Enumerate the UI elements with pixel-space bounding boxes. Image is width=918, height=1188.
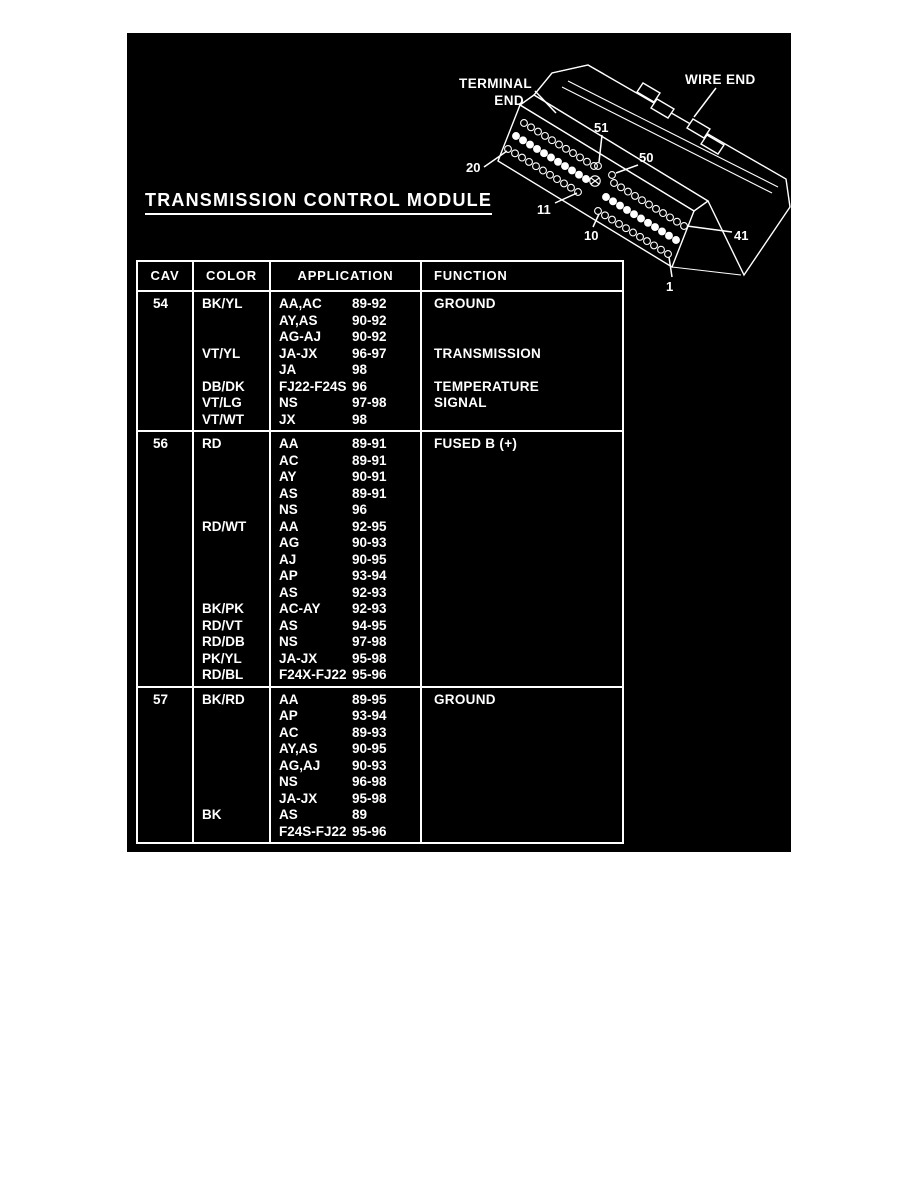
color-code: RD/DB	[202, 634, 245, 649]
application-years: 89-91	[352, 485, 387, 501]
application-line	[271, 436, 420, 453]
function-cell	[420, 688, 622, 843]
application-code: AA,AC	[279, 296, 322, 311]
application-line	[271, 601, 420, 618]
color-code: BK/RD	[202, 691, 245, 707]
application-code: AY,AS	[279, 741, 318, 756]
application-code: F24X-FJ22	[279, 667, 347, 682]
application-cell	[269, 292, 420, 430]
color-code: VT/YL	[202, 345, 241, 361]
cav-cell	[138, 432, 192, 686]
function-label	[422, 362, 622, 379]
application-code: F24S-FJ22	[279, 823, 347, 839]
application-line	[271, 725, 420, 742]
application-line	[271, 552, 420, 569]
function-label	[422, 329, 622, 346]
pin-callout-11: 11	[537, 202, 551, 217]
application-line	[271, 618, 420, 635]
table-row-cav-57	[138, 686, 622, 843]
application-line	[271, 568, 420, 585]
function-cell	[420, 292, 622, 430]
application-line	[271, 585, 420, 602]
application-line	[271, 395, 420, 412]
color-code	[194, 741, 269, 758]
application-years: 89-95	[352, 691, 387, 707]
application-code: AY	[279, 469, 297, 484]
application-line	[271, 741, 420, 758]
application-code: JA-JX	[279, 345, 318, 361]
application-years: 90-93	[352, 535, 387, 550]
application-line	[271, 362, 420, 379]
wire-end-leader	[694, 88, 716, 117]
application-years: 92-95	[352, 518, 387, 534]
color-code	[194, 535, 269, 552]
function-label	[422, 469, 622, 486]
application-years: 96-98	[352, 774, 387, 789]
application-code: AA	[279, 518, 299, 534]
terminal-end-label-line2: END	[494, 93, 524, 108]
application-line	[271, 296, 420, 313]
function-label	[422, 535, 622, 552]
header-cav: CAV	[150, 268, 180, 283]
color-code: PK/YL	[202, 650, 242, 666]
color-code: RD/WT	[202, 518, 247, 534]
application-code: FJ22-F24S	[279, 378, 347, 394]
function-label: SIGNAL	[434, 395, 487, 410]
application-years: 89	[352, 807, 368, 822]
function-cell	[420, 432, 622, 686]
function-label	[422, 758, 622, 775]
terminal-end-label-line1: TERMINAL	[459, 76, 532, 91]
color-code	[194, 552, 269, 569]
function-label: TRANSMISSION	[434, 345, 542, 361]
application-line	[271, 469, 420, 486]
function-label: FUSED B (+)	[434, 436, 518, 451]
application-years: 97-98	[352, 634, 387, 649]
application-years: 92-93	[352, 601, 387, 616]
color-code	[194, 469, 269, 486]
pin-callout-41: 41	[734, 228, 749, 243]
color-code: DB/DK	[202, 378, 245, 394]
application-code: AS	[279, 807, 298, 822]
color-code	[194, 585, 269, 602]
application-cell	[269, 688, 420, 843]
function-label	[422, 486, 622, 503]
application-years: 97-98	[352, 395, 387, 410]
application-line	[271, 791, 420, 808]
header-application: APPLICATION	[269, 262, 420, 290]
application-line	[271, 651, 420, 668]
function-label	[422, 667, 622, 684]
connector-bottom-edge	[672, 267, 741, 275]
application-code: NS	[279, 395, 298, 410]
application-code: AA	[279, 691, 299, 707]
application-code: NS	[279, 634, 298, 649]
application-code: AS	[279, 485, 298, 501]
application-years: 90-93	[352, 757, 387, 773]
function-label	[422, 618, 622, 635]
header-function: FUNCTION	[420, 262, 622, 290]
cav-value: 56	[153, 436, 169, 451]
color-code	[194, 824, 269, 841]
table-body	[138, 292, 622, 842]
application-line	[271, 412, 420, 429]
application-line	[271, 502, 420, 519]
application-code: JA	[279, 362, 297, 377]
color-code: BK/YL	[202, 296, 243, 311]
application-code: AS	[279, 617, 298, 633]
application-code: AS	[279, 584, 298, 600]
function-label	[422, 601, 622, 618]
application-code: AC	[279, 724, 299, 740]
color-code: RD/BL	[202, 667, 244, 682]
function-label	[422, 725, 622, 742]
application-line	[271, 453, 420, 470]
cav-value: 54	[153, 296, 169, 311]
color-code	[194, 758, 269, 775]
application-code: JA-JX	[279, 790, 318, 806]
application-code: JA-JX	[279, 650, 318, 666]
color-cell	[192, 688, 269, 843]
application-line	[271, 824, 420, 841]
color-code	[194, 486, 269, 503]
color-code	[194, 568, 269, 585]
application-years: 90-92	[352, 312, 387, 328]
pin-callout-50: 50	[639, 150, 654, 165]
application-line	[271, 346, 420, 363]
application-years: 93-94	[352, 568, 387, 583]
black-panel	[127, 33, 791, 852]
function-label	[422, 313, 622, 330]
function-label: TEMPERATURE	[434, 378, 540, 394]
application-years: 92-93	[352, 584, 387, 600]
application-years: 98	[352, 362, 368, 377]
application-line	[271, 692, 420, 709]
function-label	[422, 824, 622, 841]
function-label	[422, 412, 622, 429]
function-label	[422, 634, 622, 651]
application-line	[271, 329, 420, 346]
header-color: COLOR	[192, 262, 269, 290]
application-years: 96	[352, 378, 368, 394]
application-years: 89-91	[352, 452, 387, 468]
color-code	[194, 362, 269, 379]
wire-end-label: WIRE END	[685, 72, 756, 87]
application-years: 89-93	[352, 724, 387, 740]
cav-cell	[138, 292, 192, 430]
application-line	[271, 667, 420, 684]
function-label	[422, 651, 622, 668]
application-years: 95-98	[352, 650, 387, 666]
application-code: AG	[279, 535, 300, 550]
color-code: BK	[202, 807, 222, 822]
application-years: 95-96	[352, 823, 387, 839]
application-line	[271, 379, 420, 396]
table-header-row	[138, 262, 622, 292]
application-code: AC	[279, 452, 299, 468]
application-code: AY,AS	[279, 312, 318, 328]
color-code: VT/LG	[202, 395, 242, 410]
page-title: TRANSMISSION CONTROL MODULE	[145, 190, 492, 215]
color-code	[194, 313, 269, 330]
application-line	[271, 313, 420, 330]
table-row-cav-54	[138, 292, 622, 430]
application-years: 95-96	[352, 667, 387, 682]
application-line	[271, 758, 420, 775]
application-line	[271, 807, 420, 824]
application-years: 90-95	[352, 741, 387, 756]
function-label	[422, 552, 622, 569]
color-code: BK/PK	[202, 601, 245, 616]
application-code: NS	[279, 502, 298, 517]
cav-cell	[138, 688, 192, 843]
application-years: 96	[352, 502, 368, 517]
color-code	[194, 725, 269, 742]
application-line	[271, 535, 420, 552]
application-cell	[269, 432, 420, 686]
function-label	[422, 807, 622, 824]
color-code	[194, 774, 269, 791]
function-label	[422, 741, 622, 758]
application-years: 89-91	[352, 436, 387, 451]
color-code	[194, 791, 269, 808]
pinout-table	[136, 260, 624, 844]
application-line	[271, 634, 420, 651]
function-label	[422, 585, 622, 602]
application-code: AA	[279, 436, 299, 451]
application-years: 90-95	[352, 551, 387, 567]
function-label	[422, 568, 622, 585]
color-code: RD/VT	[202, 617, 243, 633]
pin-callout-10: 10	[584, 228, 599, 243]
color-cell	[192, 292, 269, 430]
function-label	[422, 791, 622, 808]
application-code: AJ	[279, 551, 297, 567]
application-years: 90-92	[352, 329, 387, 344]
function-label	[422, 708, 622, 725]
application-line	[271, 519, 420, 536]
color-code	[194, 502, 269, 519]
application-code: JX	[279, 411, 296, 427]
application-code: NS	[279, 774, 298, 789]
pin-callout-20: 20	[466, 160, 481, 175]
application-line	[271, 774, 420, 791]
color-code	[194, 708, 269, 725]
application-line	[271, 486, 420, 503]
pin-callout-51: 51	[594, 120, 609, 135]
color-code: VT/WT	[202, 411, 244, 427]
application-code: AG-AJ	[279, 329, 322, 344]
application-code: AP	[279, 708, 298, 723]
application-years: 98	[352, 411, 368, 427]
application-code: AP	[279, 568, 298, 583]
color-cell	[192, 432, 269, 686]
pin-callout-1: 1	[666, 279, 674, 294]
function-label	[422, 502, 622, 519]
application-years: 93-94	[352, 708, 387, 723]
function-label: GROUND	[434, 691, 496, 707]
color-code	[194, 329, 269, 346]
application-years: 95-98	[352, 790, 387, 806]
table-row-cav-56	[138, 430, 622, 686]
application-years: 90-91	[352, 469, 387, 484]
application-years: 94-95	[352, 617, 387, 633]
function-label: GROUND	[434, 296, 496, 311]
color-code: RD	[202, 436, 222, 451]
application-years: 89-92	[352, 296, 387, 311]
application-code: AC-AY	[279, 601, 321, 616]
application-line	[271, 708, 420, 725]
function-label	[422, 519, 622, 536]
cav-value: 57	[153, 691, 169, 707]
function-label	[422, 453, 622, 470]
application-years: 96-97	[352, 345, 387, 361]
function-label	[422, 774, 622, 791]
color-code	[194, 453, 269, 470]
application-code: AG,AJ	[279, 757, 321, 773]
